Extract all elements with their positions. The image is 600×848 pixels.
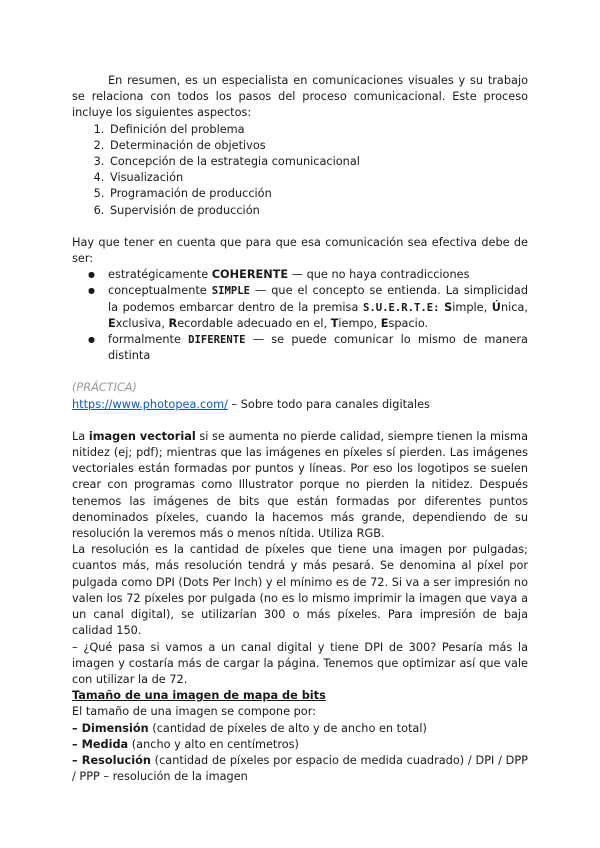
practice-label: (PRÁCTICA) — [72, 381, 137, 395]
keyword-simple: SIMPLE — [211, 285, 251, 298]
effective-intro: Hay que tener en cuenta que para que esa comunicación sea efectiva debe de ser: — [72, 235, 528, 266]
bitmap-resolucion: – Resolución (cantidad de píxeles por espacio de medida cuadrado) / DPI / DPP / PPP – resolución de la imagen — [72, 753, 528, 784]
keyword-vector: imagen vectorial — [88, 429, 196, 443]
bitmap-medida: – Medida (ancho y alto en centímetros) — [72, 737, 299, 751]
document-body — [72, 73, 528, 785]
bitmap-intro: El tamaño de una imagen se compone por: — [72, 705, 316, 719]
step-item: 1. Definición del problema — [108, 122, 528, 138]
step-item: 3. Concepción de la estrategia comunicacional — [108, 154, 528, 170]
effective-bullets — [72, 267, 528, 364]
bullet-coherente: ● estratégicamente COHERENTE — que no haya contradicciones — [108, 267, 528, 283]
bullet-simple: ● conceptualmente SIMPLE — que el concepto se entienda. La simplicidad la podemos embarcar dentro de la premisa S.U.E.R.T.E: Simple, Única, Exclusiva, Recordable adecuado en el, Tiempo, Espacio. — [108, 283, 528, 332]
bullet-diferente: ● formalmente DIFERENTE — se puede comunicar lo mismo de manera distinta — [108, 332, 528, 364]
bitmap-title: Tamaño de una imagen de mapa de bits — [72, 689, 326, 703]
step-item: 6. Supervisión de producción — [108, 203, 528, 219]
vector-paragraph: La imagen vectorial si se aumenta no pierde calidad, siempre tienen la misma nitidez (ej; pdf); mientras que las imágenes en píxeles sí pierden. Las imágenes vectoriales están formadas por puntos y líneas. Por eso los logotipos se suelen crear con programas como Illustrator porque no pierden la nitidez. Después tenemos las imágenes de bits que están formadas por diferentes puntos denominados píxeles, cuando la hacemos más grande, dependiendo de su resolución la veremos más o menos nítida. Utiliza RGB. — [72, 429, 528, 541]
intro-paragraph: En resumen, es un especialista en comunicaciones visuales y su trabajo se relaciona con todos los pasos del proceso comunicacional. Este proceso incluye los siguientes aspectos: — [72, 74, 528, 120]
bitmap-dimension: – Dimensión (cantidad de píxeles de alto y de ancho en total) — [72, 721, 427, 735]
step-item: 5. Programación de producción — [108, 186, 528, 202]
keyword-suerte: S.U.E.R.T.E: — [362, 301, 440, 314]
question-paragraph: – ¿Qué pasa si vamos a un canal digital y tiene DPI de 300? Pesaría más la imagen y costaría más de cargar la página. Tenemos que optimizar así que vale con utilizar la de 72. — [72, 640, 528, 686]
keyword-diferente: DIFERENTE — [188, 334, 246, 347]
link-line: https://www.photopea.com/ – Sobre todo para canales digitales — [72, 397, 430, 411]
step-item: 2. Determinación de objetivos — [108, 138, 528, 154]
keyword-coherente: COHERENTE — [211, 268, 289, 282]
step-item: 4. Visualización — [108, 170, 528, 186]
resolution-paragraph: La resolución es la cantidad de píxeles que tiene una imagen por pulgadas; cuantos más, más resolución tendrá y más pesará. Se denomina al píxel por pulgada como DPI (Dots Per Inch) y el mínimo es de 72. Si va a ser impresión no valen los 72 píxeles por pulgada (no es lo mismo imprimir la imagen que vaya a un canal digital), se utilizarían 300 o más píxeles. Para impresión de baja calidad 150. — [72, 543, 528, 638]
process-steps-list — [72, 122, 528, 219]
photopea-link[interactable]: https://www.photopea.com/ — [72, 397, 228, 411]
